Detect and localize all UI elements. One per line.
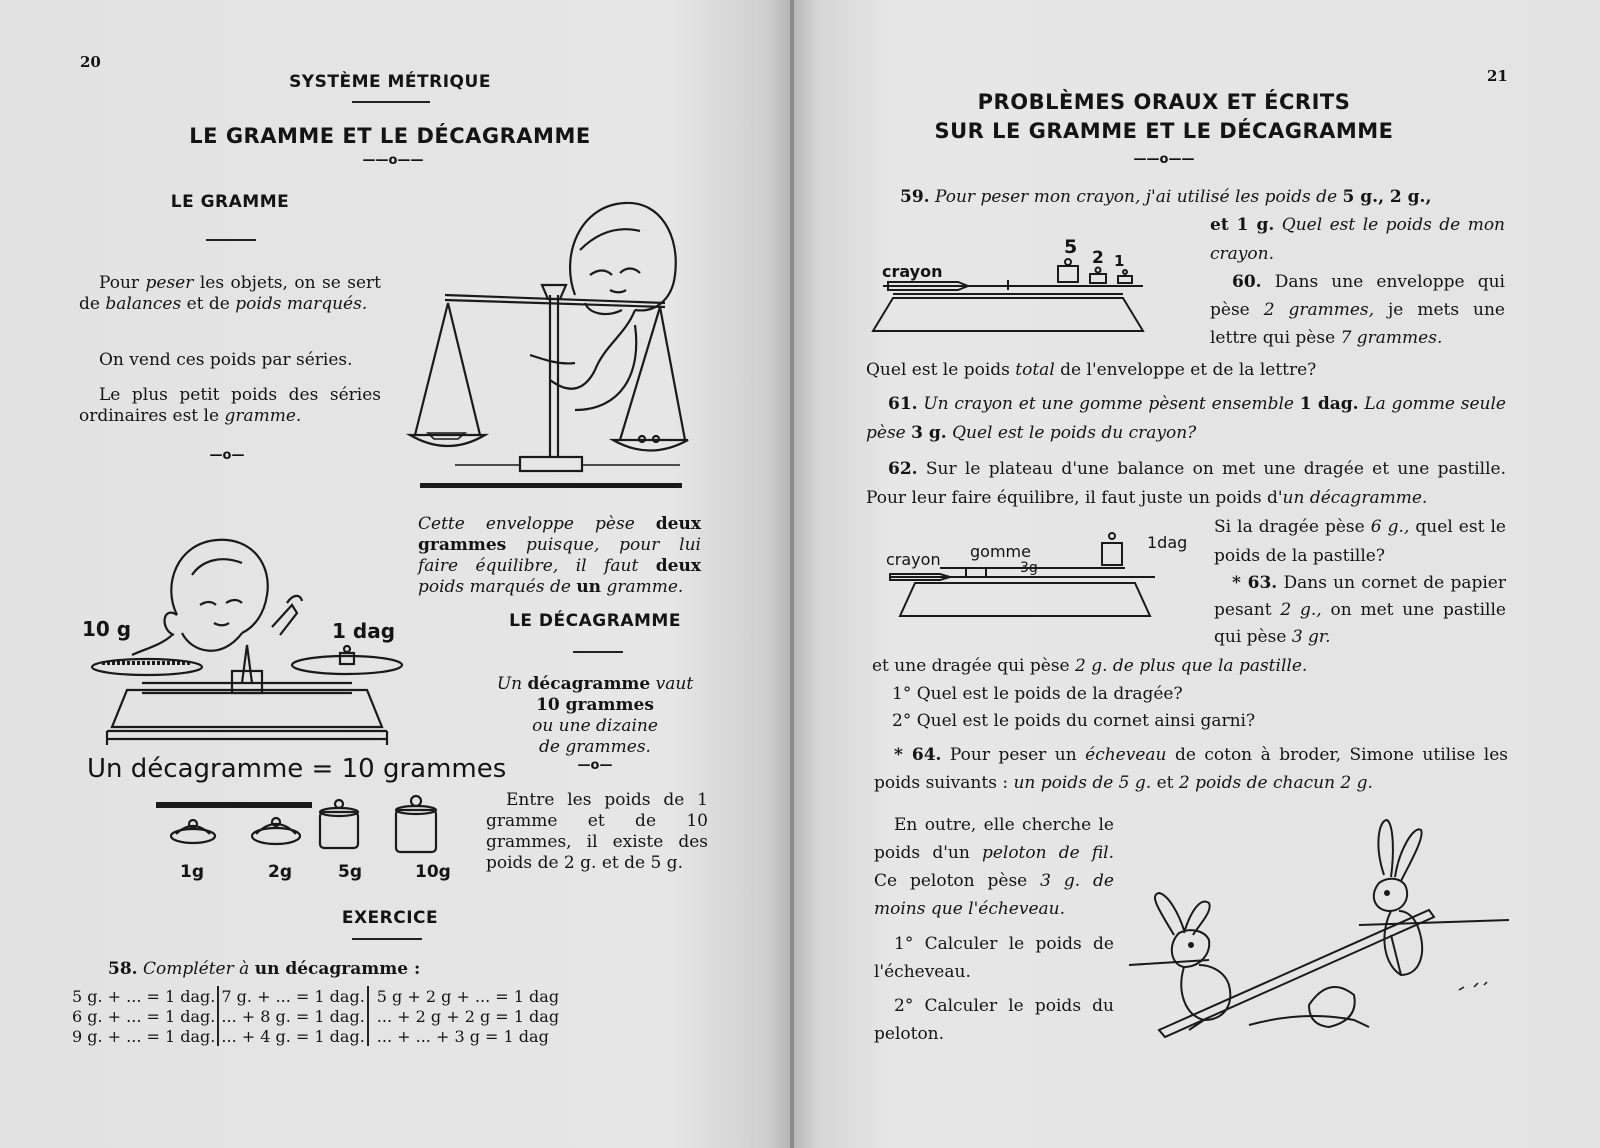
table-row [70, 986, 561, 1006]
problem-61: 61. Un crayon et une gomme pèsent ensemble 1 dag. La gomme seule pèse 3 g. Quel est le poids du crayon? [866, 394, 1506, 443]
fig2-label-crayon: crayon [886, 550, 941, 569]
problem-63-question-1: 1° Quel est le poids de la dragée? [892, 684, 1183, 704]
problem-63: * 63. Dans un cornet de papier pesant 2 g., on met une pastille qui pèse 3 gr. [1214, 573, 1506, 647]
exercise-table [70, 986, 561, 1046]
fig1-weight-label: 2 [1092, 248, 1104, 268]
fig1-weight-label: 1 [1114, 252, 1125, 270]
weight-label: 5g [338, 862, 362, 882]
problem-64-question-1: 1° Calculer le poids de l'écheveau. [874, 934, 1114, 982]
paragraph-series: On vend ces poids par séries. [99, 350, 353, 370]
problem-63-cont: et une dragée qui pèse 2 g. de plus que la pastille. [872, 656, 1308, 676]
subtitle-decagramme: LE DÉCAGRAMME [509, 611, 681, 631]
ornament: ——o—— [362, 153, 424, 168]
roberval-scale-illustration [82, 535, 422, 770]
fig2-label-gomme: gomme [970, 542, 1031, 561]
divider [206, 239, 256, 241]
label-10g: 10 g [82, 617, 132, 641]
page-title-line-1: PROBLÈMES ORAUX ET ÉCRITS [977, 90, 1351, 114]
divider [573, 651, 623, 653]
paragraph-between: Entre les poids de 1 gramme et de 10 grammes, il existe des poids de 2 g. et de 5 g. [486, 790, 708, 873]
left-page [0, 0, 790, 1148]
problem-64-question-2: 2° Calculer le poids du peloton. [874, 996, 1114, 1044]
table-row [70, 1026, 561, 1046]
table-cell: ... + ... + 3 g = 1 dag [368, 1026, 561, 1046]
table-cell: 6 g. + ... = 1 dag. [72, 1006, 216, 1026]
weight-label: 10g [415, 862, 451, 882]
table-cell: 9 g. + ... = 1 dag. [72, 1026, 216, 1046]
table-cell: ... + 2 g + 2 g = 1 dag [368, 1006, 561, 1026]
table-cell: 7 g. + ... = 1 dag. [218, 986, 367, 1006]
page-number: 21 [1487, 67, 1508, 85]
problem-60-cont: Quel est le poids total de l'enveloppe et de la lettre? [866, 360, 1317, 380]
problem-59: 59. Pour peser mon crayon, j'ai utilisé les poids de 5 g., 2 g., [900, 187, 1432, 207]
problem-62-cont: Si la dragée pèse 6 g., quel est le poids de la pastille? [1214, 517, 1506, 566]
fig1-label-crayon: crayon [882, 262, 943, 281]
chapter-title: LE GRAMME ET LE DÉCAGRAMME [189, 124, 591, 148]
caption-envelope: Cette enveloppe pèse deux grammes puisque, pour lui faire équilibre, il faut deux poids marqués de un gramme. [418, 514, 701, 597]
label-1dag: 1 dag [332, 619, 396, 643]
table-row [70, 1006, 561, 1026]
table-cell: 5 g. + ... = 1 dag. [72, 986, 216, 1006]
problem-64: * 64. Pour peser un écheveau de coton à broder, Simone utilise les poids suivants : un poids de 5 g. et 2 poids de chacun 2 g. [874, 745, 1508, 793]
exercise-title: EXERCICE [341, 908, 439, 928]
paragraph-intro: Pour peser les objets, on se sert de balances et de poids marqués. [79, 273, 381, 314]
weight-label: 2g [268, 862, 292, 882]
ornament: —o— [577, 758, 613, 773]
problem-64-cont: En outre, elle cherche le poids d'un peloton de fil. Ce peloton pèse 3 g. de moins que l'écheveau. [874, 815, 1115, 919]
ornament: —o— [209, 448, 245, 463]
divider [352, 938, 422, 940]
problem-62: 62. Sur le plateau d'une balance on met une dragée et une pastille. Pour leur faire équilibre, il faut juste un poids d'un décagramme. [866, 459, 1506, 508]
right-page [794, 0, 1600, 1148]
page-title-line-2: SUR LE GRAMME ET LE DÉCAGRAMME [934, 119, 1394, 143]
subtitle-gramme: LE GRAMME [170, 192, 290, 212]
exercise-instruction: 58. Compléter à un décagramme : [108, 959, 421, 979]
fig2-label-3g: 3g [1020, 560, 1038, 576]
crayon-scale-figure [868, 236, 1148, 346]
weight-label: 1g [180, 862, 204, 882]
problem-59-cont: et 1 g. Quel est le poids de mon crayon. [1210, 215, 1506, 264]
decagram-equation: Un décagramme = 10 grammes [87, 754, 507, 784]
problem-63-question-2: 2° Quel est le poids du cornet ainsi garni? [892, 711, 1256, 731]
fig2-label-1dag: 1dag [1147, 533, 1188, 552]
rabbits-seesaw-illustration [1129, 815, 1519, 1065]
table-cell: ... + 4 g. = 1 dag. [218, 1026, 367, 1046]
table-cell: ... + 8 g. = 1 dag. [218, 1006, 367, 1026]
weights-illustration [168, 800, 458, 862]
balance-scale-illustration [410, 195, 710, 505]
fig1-weight-label: 5 [1064, 236, 1078, 258]
problem-60: 60. Dans une enveloppe qui pèse 2 grammes, je mets une lettre qui pèse 7 grammes. [1210, 272, 1505, 348]
ornament: ——o—— [1133, 152, 1195, 167]
divider [352, 101, 430, 103]
section-title: SYSTÈME MÉTRIQUE [289, 72, 491, 92]
paragraph-smallest: Le plus petit poids des séries ordinaires est le gramme. [79, 385, 381, 426]
table-cell: 5 g + 2 g + ... = 1 dag [368, 986, 561, 1006]
page-number: 20 [80, 53, 101, 71]
decagram-definition: Un décagramme vaut 10 grammes ou une dizaine de grammes. [496, 674, 694, 757]
